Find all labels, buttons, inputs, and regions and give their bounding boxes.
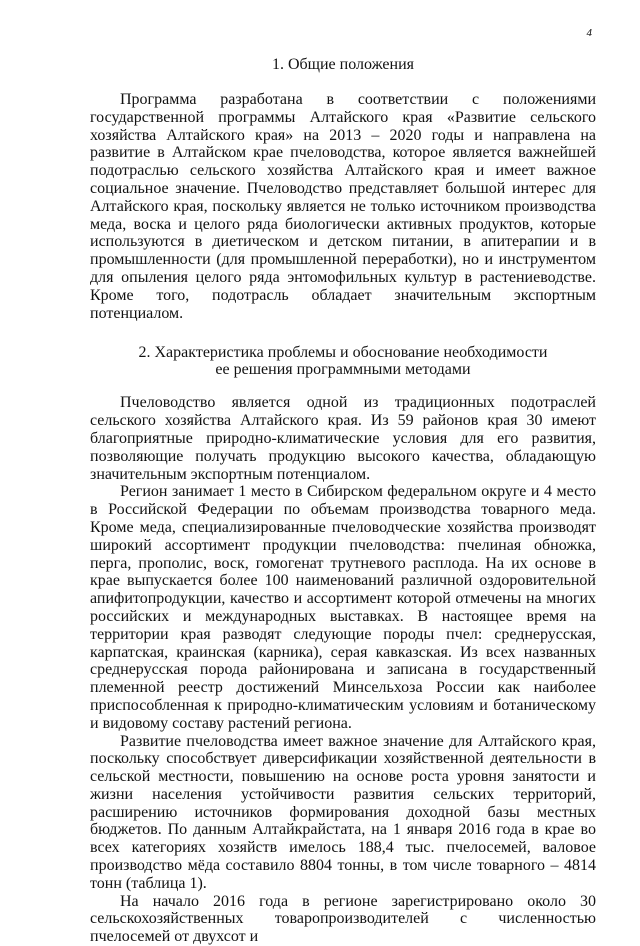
section-2-paragraph-4: На начало 2016 года в регионе зарегистрировано около 30 сельскохозяйственных товаропроизводителей с численностью пчелосемей от двухсот и [90, 892, 596, 946]
page-number: 4 [586, 27, 592, 39]
section-1-paragraph-1: Программа разработана в соответствии с положениями государственной программы Алтайского края «Развитие сельского хозяйства Алтайского края» на 2013 – 2020 годы и направлена на развитие в Алтайском крае пчеловодства, которое является важнейшей подотраслью сельского хозяйства Алтайского края и имеет важное социальное значение. Пчеловодство представляет большой интерес для Алтайского края, поскольку является не только источником производства меда, воска и целого ряда биологически активных продуктов, которые используются в диетическом и детском питании, в апитерапии и в промышленности (для промышленной переработки), но и инструментом для опыления целого ряда энтомофильных культур в растениеводстве. Кроме того, подотрасль обладает значительным экспортным потенциалом. [90, 91, 596, 322]
document-body [90, 56, 596, 946]
section-2-title [90, 344, 596, 378]
section-2-paragraph-1: Пчеловодство является одной из традиционных подотраслей сельского хозяйства Алтайского края. Из 59 районов края 30 имеют благоприятные природно-климатические условия для его развития, позволяющие получать продукцию высокого качества, обладающую значительным экспортным потенциалом. [90, 394, 596, 483]
section-1-title: 1. Общие положения [271, 56, 415, 73]
section-2-title-line-2: ее решения программными методами [215, 361, 471, 379]
section-2-paragraph-3: Развитие пчеловодства имеет важное значение для Алтайского края, поскольку способствует диверсификации хозяйственной деятельности в сельской местности, повышению на основе роста уровня занятости и жизни населения устойчивости развития сельских территорий, расширению источников формирования доходной базы местных бюджетов. По данным Алтайкрайстата, на 1 января 2016 года в крае во всех категориях хозяйств имелось 188,4 тыс. пчелосемей, валовое производство мёда составило 8804 тонны, в том числе товарного – 4814 тонн (таблица 1). [90, 732, 596, 892]
section-2-paragraph-2: Регион занимает 1 место в Сибирском федеральном округе и 4 место в Российской Федерации по объемам производства товарного меда. Кроме меда, специализированные пчеловодческие хозяйства производят широкий ассортимент продукции пчеловодства: пчелиная обножка, перга, прополис, воск, гомогенат трутневого расплода. На их основе в крае выпускается более 100 наименований различной оздоровительной апифитопродукции, качество и ассортимент которой отмечены на многих российских и международных выставках. В настоящее время на территории края разводят следующие породы пчел: среднерусская, карпатская, краинская (карника), серая кавказская. Из всех названных среднерусская порода районирована и записана в государственный племенной реестр достижений Минсельхоза России как наиболее приспособленная к природно-климатическим условиям и ботаническому и видовому составу растений региона. [90, 483, 596, 732]
section-2-title-line-1: 2. Характеристика проблемы и обоснование необходимости [138, 344, 548, 362]
